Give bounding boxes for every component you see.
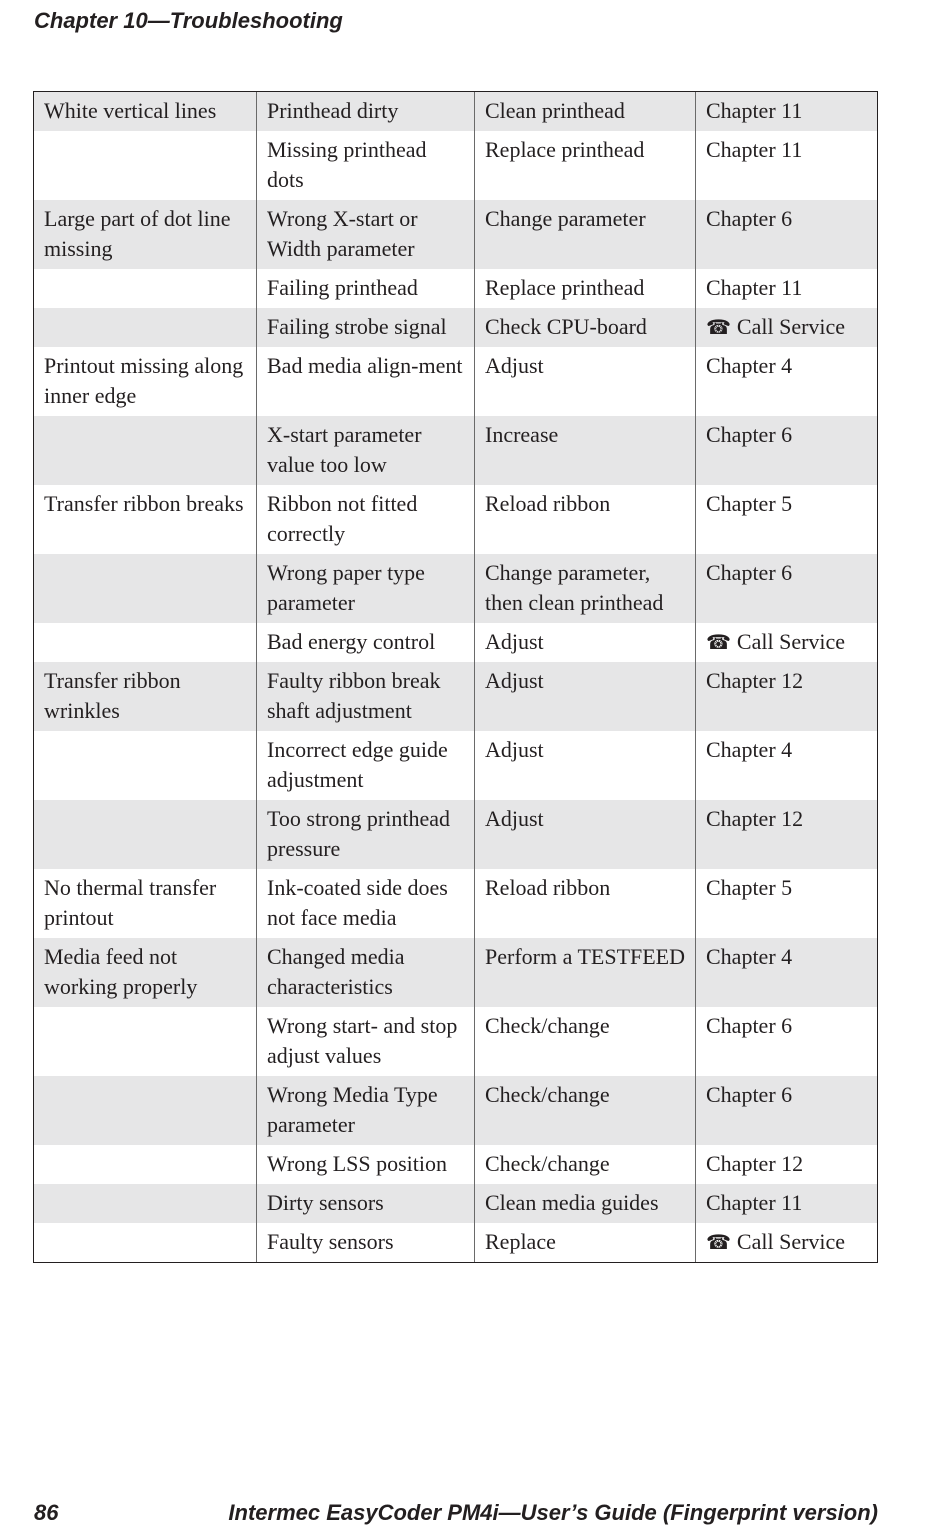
table-row <box>34 869 877 938</box>
problem-cell: No thermal transfer printout <box>44 875 217 930</box>
remedy-cell: Change parameter, then clean printhead <box>474 554 695 623</box>
reference-cell <box>695 554 877 623</box>
telephone-icon: ☎ <box>706 315 731 339</box>
reference-text: Chapter 6 <box>706 1082 793 1107</box>
page-footer <box>34 1500 878 1526</box>
remedy-cell: Reload ribbon <box>474 869 695 938</box>
reference-cell <box>695 92 877 131</box>
remedy-cell: Check/change <box>474 1145 695 1184</box>
reference-cell <box>695 131 877 200</box>
reference-cell <box>695 1184 877 1223</box>
cause-cell: Changed media characteristics <box>256 938 474 1007</box>
cause-cell: Failing printhead <box>256 269 474 308</box>
remedy-cell: Clean printhead <box>474 92 695 131</box>
reference-cell <box>695 731 877 800</box>
reference-text: Chapter 11 <box>706 98 803 123</box>
remedy-cell: Increase <box>474 416 695 485</box>
problem-cell <box>34 416 256 485</box>
table-row <box>34 1007 877 1076</box>
reference-cell <box>695 623 877 662</box>
remedy-cell: Replace printhead <box>474 269 695 308</box>
problem-cell: Transfer ribbon wrinkles <box>44 668 181 723</box>
cause-cell: Dirty sensors <box>256 1184 474 1223</box>
remedy-cell: Adjust <box>474 662 695 731</box>
table-row <box>34 554 877 623</box>
reference-text: Chapter 6 <box>706 206 793 231</box>
cause-cell: Failing strobe signal <box>256 308 474 347</box>
cause-cell: Wrong Media Type parameter <box>256 1076 474 1145</box>
table-row <box>34 731 877 800</box>
table-row <box>34 938 877 1007</box>
remedy-cell: Check CPU-board <box>474 308 695 347</box>
reference-text: Call Service <box>736 629 846 654</box>
table-row <box>34 485 877 554</box>
table-row <box>34 269 877 308</box>
problem-cell <box>34 731 256 800</box>
remedy-cell: Clean media guides <box>474 1184 695 1223</box>
remedy-cell: Reload ribbon <box>474 485 695 554</box>
reference-cell <box>695 347 877 416</box>
reference-cell <box>695 1145 877 1184</box>
table-row <box>34 662 877 731</box>
cause-cell: X-start parameter value too low <box>256 416 474 485</box>
reference-text: Call Service <box>736 314 846 339</box>
reference-text: Chapter 12 <box>706 1151 804 1176</box>
cause-cell: Missing printhead dots <box>256 131 474 200</box>
table-row <box>34 623 877 662</box>
problem-cell <box>34 308 256 347</box>
cause-cell: Incorrect edge guide adjustment <box>256 731 474 800</box>
cause-cell: Wrong X-start or Width parameter <box>256 200 474 269</box>
problem-cell <box>34 623 256 662</box>
reference-text: Chapter 4 <box>706 353 793 378</box>
reference-text: Chapter 12 <box>706 668 804 693</box>
cause-cell: Wrong paper type parameter <box>256 554 474 623</box>
running-head: Chapter 10—Troubleshooting <box>34 8 343 33</box>
reference-cell <box>695 416 877 485</box>
reference-cell <box>695 662 877 731</box>
cause-cell: Bad energy control <box>256 623 474 662</box>
cause-cell: Too strong printhead pressure <box>256 800 474 869</box>
table-row <box>34 200 877 269</box>
cause-cell: Ribbon not fitted correctly <box>256 485 474 554</box>
reference-text: Chapter 6 <box>706 422 793 447</box>
problem-cell <box>34 1145 256 1184</box>
cause-cell: Faulty ribbon break shaft adjustment <box>256 662 474 731</box>
problem-cell: Media feed not working properly <box>44 944 198 999</box>
problem-cell: White vertical lines <box>44 98 217 123</box>
problem-cell <box>34 131 256 200</box>
remedy-cell: Replace <box>474 1223 695 1262</box>
reference-text: Chapter 6 <box>706 1013 793 1038</box>
reference-text: Chapter 4 <box>706 944 793 969</box>
remedy-cell: Adjust <box>474 347 695 416</box>
cause-cell: Wrong start- and stop adjust values <box>256 1007 474 1076</box>
remedy-cell: Check/change <box>474 1076 695 1145</box>
remedy-cell: Adjust <box>474 800 695 869</box>
reference-cell <box>695 200 877 269</box>
problem-cell: Large part of dot line missing <box>44 206 231 261</box>
remedy-cell: Change parameter <box>474 200 695 269</box>
cause-cell: Ink-coated side does not face media <box>256 869 474 938</box>
cause-cell: Wrong LSS position <box>256 1145 474 1184</box>
telephone-icon: ☎ <box>706 1230 731 1254</box>
remedy-cell: Adjust <box>474 731 695 800</box>
table-row <box>34 308 877 347</box>
reference-cell <box>695 1007 877 1076</box>
table-row <box>34 1076 877 1145</box>
table-row <box>34 800 877 869</box>
reference-cell <box>695 1076 877 1145</box>
problem-cell: Printout missing along inner edge <box>44 353 244 408</box>
reference-cell <box>695 938 877 1007</box>
problem-cell <box>34 1076 256 1145</box>
cause-cell: Printhead dirty <box>256 92 474 131</box>
reference-text: Chapter 11 <box>706 137 803 162</box>
reference-text: Chapter 12 <box>706 806 804 831</box>
table-row <box>34 131 877 200</box>
table-row <box>34 347 877 416</box>
remedy-cell: Replace printhead <box>474 131 695 200</box>
table-row <box>34 1145 877 1184</box>
reference-text: Chapter 5 <box>706 491 793 516</box>
troubleshooting-table <box>33 91 878 1263</box>
table-row <box>34 92 877 131</box>
problem-cell: Transfer ribbon breaks <box>44 491 244 516</box>
telephone-icon: ☎ <box>706 630 731 654</box>
reference-text: Call Service <box>736 1229 846 1254</box>
reference-text: Chapter 11 <box>706 1190 803 1215</box>
page-number: 86 <box>34 1500 59 1525</box>
table-row <box>34 1184 877 1223</box>
remedy-cell: Perform a TESTFEED <box>474 938 695 1007</box>
cause-cell: Bad media align-ment <box>256 347 474 416</box>
reference-cell <box>695 485 877 554</box>
reference-text: Chapter 4 <box>706 737 793 762</box>
problem-cell <box>34 800 256 869</box>
remedy-cell: Adjust <box>474 623 695 662</box>
reference-text: Chapter 5 <box>706 875 793 900</box>
table-row <box>34 416 877 485</box>
table-row <box>34 1223 877 1262</box>
reference-cell <box>695 308 877 347</box>
problem-cell <box>34 1184 256 1223</box>
reference-text: Chapter 6 <box>706 560 793 585</box>
book-title: Intermec EasyCoder PM4i—User’s Guide (Fingerprint version) <box>228 1500 878 1525</box>
problem-cell <box>34 554 256 623</box>
problem-cell <box>34 1223 256 1262</box>
reference-cell <box>695 800 877 869</box>
problem-cell <box>34 269 256 308</box>
reference-cell <box>695 269 877 308</box>
problem-cell <box>34 1007 256 1076</box>
cause-cell: Faulty sensors <box>256 1223 474 1262</box>
reference-cell <box>695 1223 877 1262</box>
reference-cell <box>695 869 877 938</box>
reference-text: Chapter 11 <box>706 275 803 300</box>
remedy-cell: Check/change <box>474 1007 695 1076</box>
